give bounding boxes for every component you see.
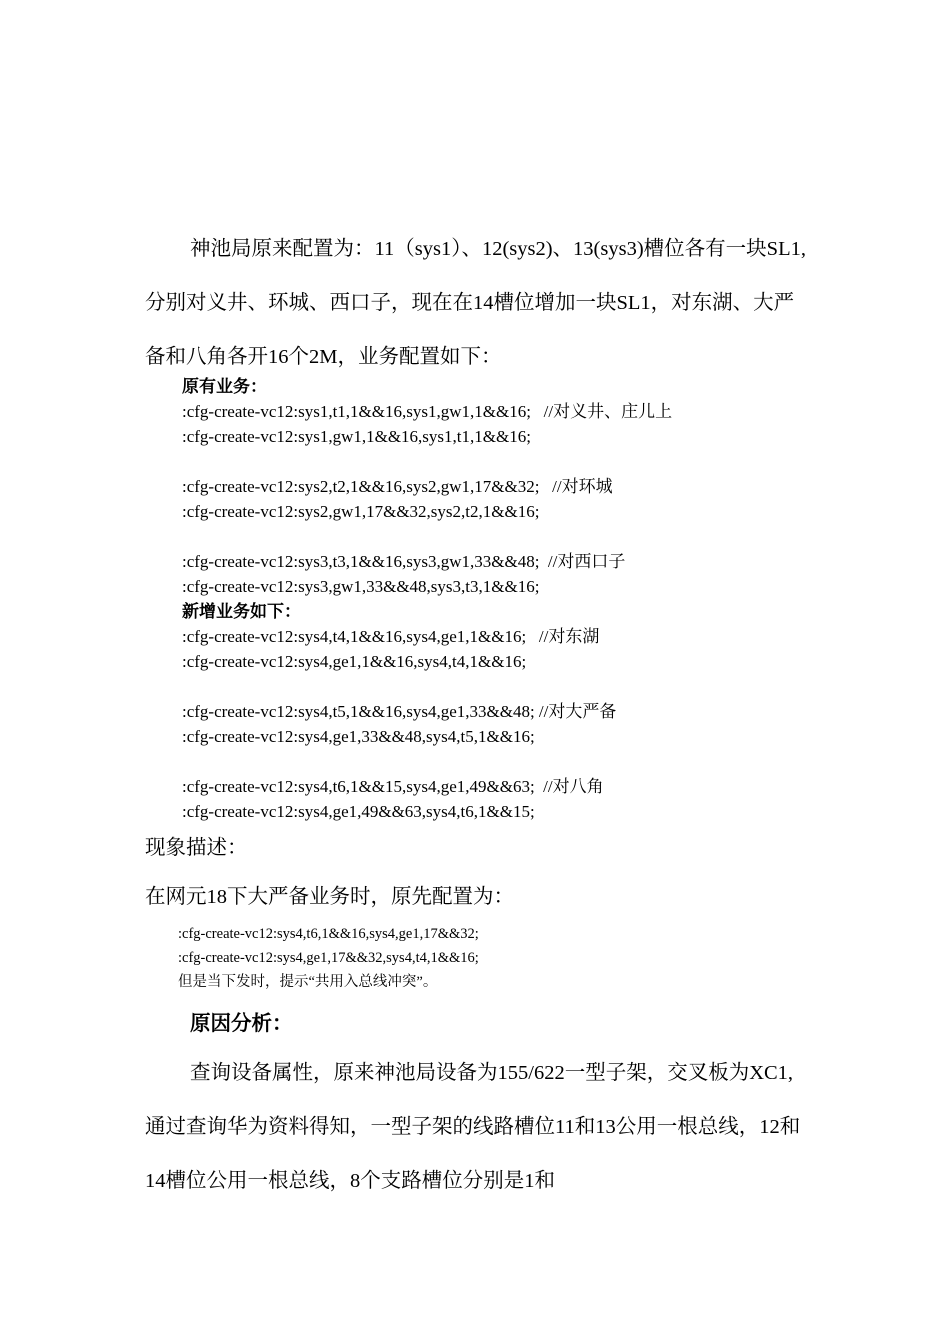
code-line: :cfg-create-vc12:sys4,t5,1&&16,sys4,ge1,33&&48; //对大严备 — [182, 702, 617, 721]
blank-line — [182, 749, 882, 774]
original-heading: 原有业务： — [182, 377, 267, 396]
code-line: :cfg-create-vc12:sys4,ge1,17&&32,sys4,t4,1&&16; — [178, 950, 479, 966]
code-line: :cfg-create-vc12:sys2,gw1,17&&32,sys2,t2,1&&16; — [182, 502, 540, 521]
error-note: 但是当下发时，提示“共用入总线冲突”。 — [178, 974, 438, 990]
code-line: :cfg-create-vc12:sys1,t1,1&&16,sys1,gw1,1&&16; //对义井、庄儿上 — [182, 402, 673, 421]
code-line: :cfg-create-vc12:sys1,gw1,1&&16,sys1,t1,1&&16; — [182, 427, 531, 446]
blank-line — [182, 674, 882, 699]
code-line: :cfg-create-vc12:sys4,ge1,1&&16,sys4,t4,1&&16; — [182, 652, 527, 671]
phenomenon-heading: 现象描述： — [145, 837, 248, 859]
code-line: :cfg-create-vc12:sys4,ge1,33&&48,sys4,t5,1&&16; — [182, 727, 535, 746]
blank-line — [182, 524, 882, 549]
code-line: :cfg-create-vc12:sys3,gw1,33&&48,sys3,t3,1&&16; — [182, 577, 540, 596]
code-line: :cfg-create-vc12:sys4,ge1,49&&63,sys4,t6,1&&15; — [182, 802, 535, 821]
original-config-block — [182, 374, 882, 824]
intro-paragraph: 神池局原来配置为：11（sys1）、12(sys2)、13(sys3)槽位各有一块SL1,分别对义井、环城、西口子，现在在14槽位增加一块SL1，对东湖、大严备和八角各开16个2M，业务配置如下： — [145, 238, 806, 368]
cause-paragraph: 查询设备属性，原来神池局设备为155/622一型子架，交叉板为XC1,通过查询华为资料得知，一型子架的线路槽位11和13公用一根总线，12和14槽位公用一根总线，8个支路槽位分别是1和 — [145, 1062, 801, 1192]
code-line: :cfg-create-vc12:sys2,t2,1&&16,sys2,gw1,17&&32; //对环城 — [182, 477, 613, 496]
code-line: :cfg-create-vc12:sys4,t6,1&&15,sys4,ge1,49&&63; //对八角 — [182, 777, 604, 796]
code-line: :cfg-create-vc12:sys4,t6,1&&16,sys4,ge1,17&&32; — [178, 926, 479, 942]
cause-heading: 原因分析： — [190, 1013, 293, 1035]
code-line: :cfg-create-vc12:sys3,t3,1&&16,sys3,gw1,33&&48; //对西口子 — [182, 552, 626, 571]
blank-line — [182, 449, 882, 474]
phenomenon-text: 在网元18下大严备业务时，原先配置为： — [145, 886, 514, 908]
new-heading: 新增业务如下： — [182, 602, 301, 621]
code-line: :cfg-create-vc12:sys4,t4,1&&16,sys4,ge1,1&&16; //对东湖 — [182, 627, 600, 646]
phenomenon-config-block — [178, 922, 479, 994]
